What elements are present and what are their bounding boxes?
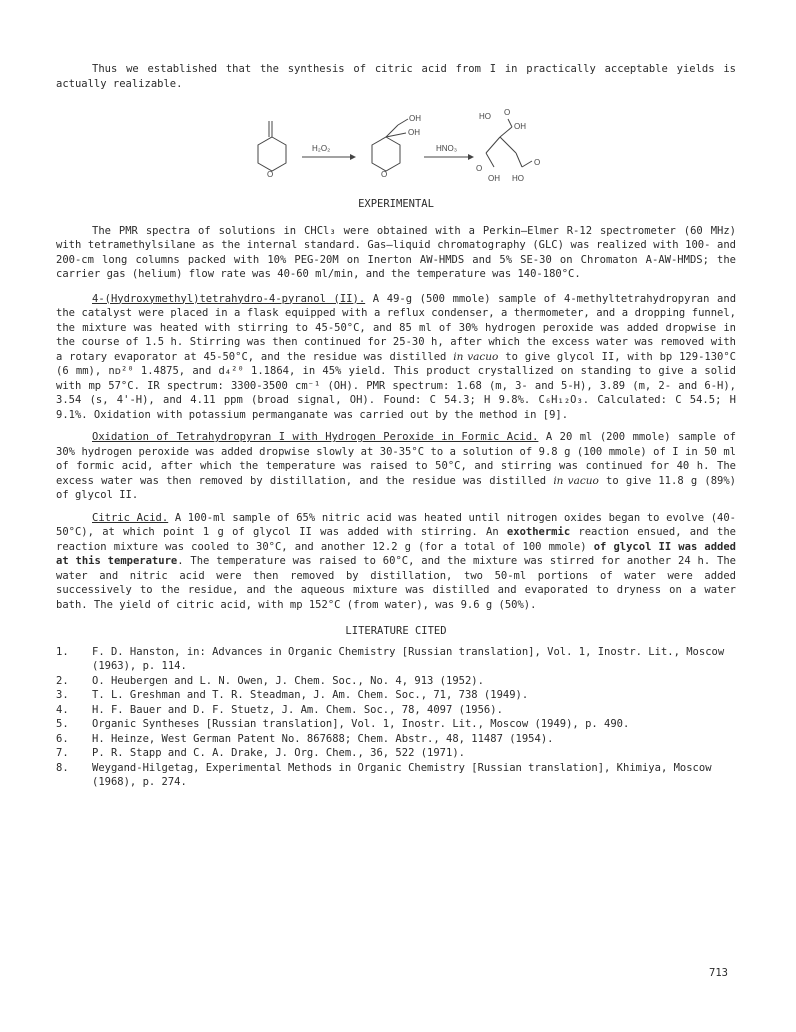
arrow-2-head xyxy=(468,154,474,160)
reference-number: 5. xyxy=(56,718,69,730)
scheme-o-left: O xyxy=(476,164,483,173)
paragraph-4-text-a: A 100-ml sample of 65% nitric acid was heated until nitrogen oxides began to evolve (40-50°C), at which point 1 g of glycol II was added with stirring. An xyxy=(56,511,736,538)
reference-text: T. L. Greshman and T. R. Steadman, J. Am. Chem. Soc., 71, 738 (1949). xyxy=(92,689,529,701)
experimental-paragraph-3 xyxy=(56,430,736,503)
scheme-oh-1: OH xyxy=(409,114,421,123)
reference-text: F. D. Hanston, in: Advances in Organic Chemistry [Russian translation], Vol. 1, Inostr. Lit., Moscow (1963), p. 114. xyxy=(92,645,725,672)
scheme-o-top: O xyxy=(504,108,511,117)
reference-text: H. Heinze, West German Patent No. 867688; Chem. Abstr., 48, 11487 (1954). xyxy=(92,732,554,745)
experimental-paragraph-2 xyxy=(56,292,736,423)
experimental-paragraph-4 xyxy=(56,511,736,613)
scheme-ho-bottom: HO xyxy=(512,174,524,183)
paragraph-4-bold-2: of glycol II was added at this temperature xyxy=(56,540,737,567)
compound-II-title: 4-(Hydroxymethyl)tetrahydro-4-pyranol (II). xyxy=(92,292,366,305)
paragraph-4-text-c: . The temperature was raised to 60°C, and the mixture was stirred for another 24 h. The water and nitric acid were then removed by distillation, two 50-ml portions of water were added successively to the residue, and the aqueous mixture was distilled and evaporated to dryness on a water bath. The yield of citric acid, with mp 152°C (from water), was 9.6 g (50%). xyxy=(56,555,736,611)
reference-number: 1. xyxy=(56,645,69,658)
reference-item xyxy=(56,645,736,674)
reference-number: 7. xyxy=(56,747,69,759)
reaction-scheme xyxy=(56,97,736,193)
reaction-scheme-drawing xyxy=(56,97,736,193)
compound-II xyxy=(372,119,408,171)
reference-text: Organic Syntheses [Russian translation], Vol. 1, Inostr. Lit., Moscow (1949), p. 490. xyxy=(92,718,630,730)
reference-item xyxy=(56,732,736,747)
literature-heading: LITERATURE CITED xyxy=(345,625,447,637)
reference-number: 4. xyxy=(56,703,69,716)
reference-text: Weygand-Hilgetag, Experimental Methods in Organic Chemistry [Russian translation], Khimiya, Moscow (1968), p. 274. xyxy=(92,761,712,788)
intro-paragraph: Thus we established that the synthesis of citric acid from I in practically acceptable yields is actually realizable. xyxy=(56,63,736,90)
experimental-paragraph-1: The PMR spectra of solutions in CHCl₃ were obtained with a Perkin—Elmer R-12 spectrometer (60 MHz) with tetramethylsilane as the internal standard. Gas—liquid chromatography (GLC) was realized with 100- and 200-cm long columns packed with 10% PEG-20M on Inerton AW-HMDS and 5% SE-30 on Chromaton A-AW-HMDS; the carrier gas (helium) flow rate was 40-60 ml/min, and the temperature was 140-180°C. xyxy=(56,224,736,280)
scheme-o-right: O xyxy=(534,158,541,167)
scheme-oh-bottom: OH xyxy=(488,174,500,183)
reference-item xyxy=(56,717,736,732)
oxidation-title: Oxidation of Tetrahydropyran I with Hydrogen Peroxide in Formic Acid. xyxy=(92,431,539,443)
paragraph-3-in-vacuo: in vacuo xyxy=(553,474,599,487)
reference-item xyxy=(56,688,736,703)
scheme-ring-o-2: O xyxy=(381,170,388,179)
paragraph-2-in-vacuo: in vacuo xyxy=(453,350,499,363)
compound-I xyxy=(258,121,286,171)
reference-number: 2. xyxy=(56,674,69,687)
reference-list xyxy=(56,645,736,790)
scheme-ho-top: HO xyxy=(479,112,491,121)
reference-text: H. F. Bauer and D. F. Stuetz, J. Am. Chem. Soc., 78, 4097 (1956). xyxy=(92,703,503,716)
page-number: 713 xyxy=(709,967,728,979)
paragraph-2-text-a: A 49-g (500 mmole) sample of 4-methyltetrahydropyran and the catalyst were placed in a flask equipped with a reflux condenser, a thermometer, and a dropping funnel, the mixture was heated with stirring to 45-50°C, and 85 ml of 30% hydrogen peroxide was added dropwise in the course of 1.5 h. Stirring was then continued for 25-30 h, after which the excess water was removed with a rotary evaporator at 45-50°C, and the residue was distilled xyxy=(56,292,737,363)
scheme-oh-top: OH xyxy=(514,122,526,131)
reference-text: O. Heubergen and L. N. Owen, J. Chem. Soc., No. 4, 913 (1952). xyxy=(92,674,484,687)
arrow-1-head xyxy=(350,154,356,160)
paragraph-2-text-b: to give glycol II, with bp 129-130°C (6 mm), nᴅ²⁰ 1.4875, and d₄²⁰ 1.1864, in 45% yield. This product crystallized on standing to give a solid with mp 57°C. IR spectrum: 3300-3500 cm⁻¹ (OH). PMR spectrum: 1.68 (m, 3- and 5-H), 3.89 (m, 2- and 6-H), 3.54 (s, 4'-H), and 4.11 ppm (broad signal, OH). Found: C 54.3; H 9.8%. C₆H₁₂O₃. Calculated: C 54.5; H 9.1%. Oxidation with potassium permanganate was carried out by the method in [9]. xyxy=(56,350,736,421)
reagent-h2o2: H₂O₂ xyxy=(312,144,331,153)
scheme-ring-o-1: O xyxy=(267,170,274,179)
reference-item xyxy=(56,746,736,761)
paragraph-4-bold-1: exothermic xyxy=(506,526,571,538)
reference-number: 8. xyxy=(56,761,69,774)
experimental-heading: EXPERIMENTAL xyxy=(358,198,434,210)
reference-number: 6. xyxy=(56,732,69,745)
reference-item xyxy=(56,761,736,790)
scheme-oh-2: OH xyxy=(408,128,420,137)
paragraph-4-text-b: reaction ensued, and the reaction mixture was cooled to 30°C, and another 12.2 g (for a total of 100 mmole) xyxy=(56,526,736,553)
page-content xyxy=(56,62,736,790)
reference-item xyxy=(56,703,736,718)
reference-number: 3. xyxy=(56,689,69,701)
reference-text: P. R. Stapp and C. A. Drake, J. Org. Chem., 36, 522 (1971). xyxy=(92,747,465,759)
paragraph-3-text-b: to give 11.8 g (89%) of glycol II. xyxy=(56,474,736,501)
paragraph-3-text-a: A 20 ml (200 mmole) sample of 30% hydrogen peroxide was added dropwise slowly at 30-35°C to a solution of 9.8 g (100 mmole) of I in 50 ml of formic acid, after which the temperature was raised to 50°C, and stirring was continued for 40 h. The excess water was then removed by distillation, and the residue was distilled xyxy=(56,431,736,487)
citric-acid-title: Citric Acid. xyxy=(92,511,169,524)
reference-item xyxy=(56,674,736,689)
reagent-hno3: HNO₃ xyxy=(436,144,458,153)
